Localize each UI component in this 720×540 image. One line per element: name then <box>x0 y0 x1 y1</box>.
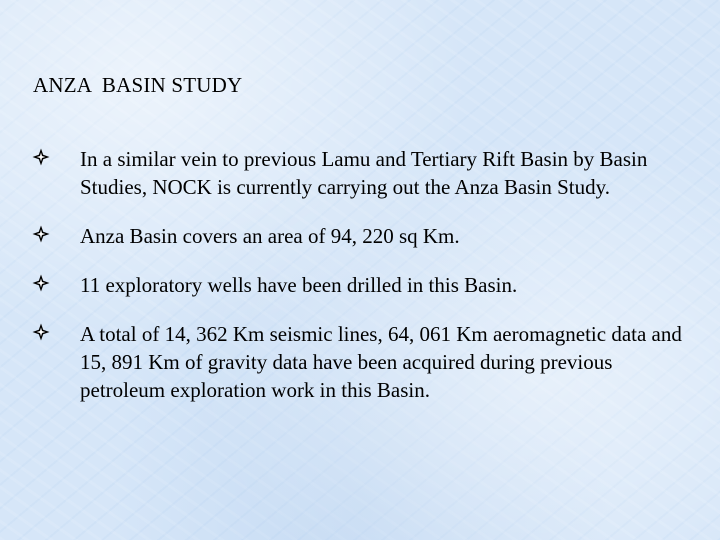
bullet-item <box>32 145 682 201</box>
bullet-text: 11 exploratory wells have been drilled in this Basin. <box>80 273 518 297</box>
bullet-list <box>32 145 682 425</box>
diamond-bullet-icon <box>32 323 50 341</box>
bullet-text: Anza Basin covers an area of 94, 220 sq Km. <box>80 224 460 248</box>
bullet-text: A total of 14, 362 Km seismic lines, 64, 061 Km aeromagnetic data and 15, 891 Km of gravity data have been acquired during previous petroleum exploration work in this Basin. <box>80 322 682 402</box>
diamond-bullet-icon <box>32 148 50 166</box>
bullet-item <box>32 320 682 404</box>
diamond-bullet-icon <box>32 225 50 243</box>
bullet-text: In a similar vein to previous Lamu and Tertiary Rift Basin by Basin Studies, NOCK is currently carrying out the Anza Basin Study. <box>80 147 648 199</box>
diamond-bullet-icon <box>32 274 50 292</box>
bullet-item <box>32 271 682 299</box>
bullet-item <box>32 222 682 250</box>
slide-title: ANZA BASIN STUDY <box>33 73 243 97</box>
